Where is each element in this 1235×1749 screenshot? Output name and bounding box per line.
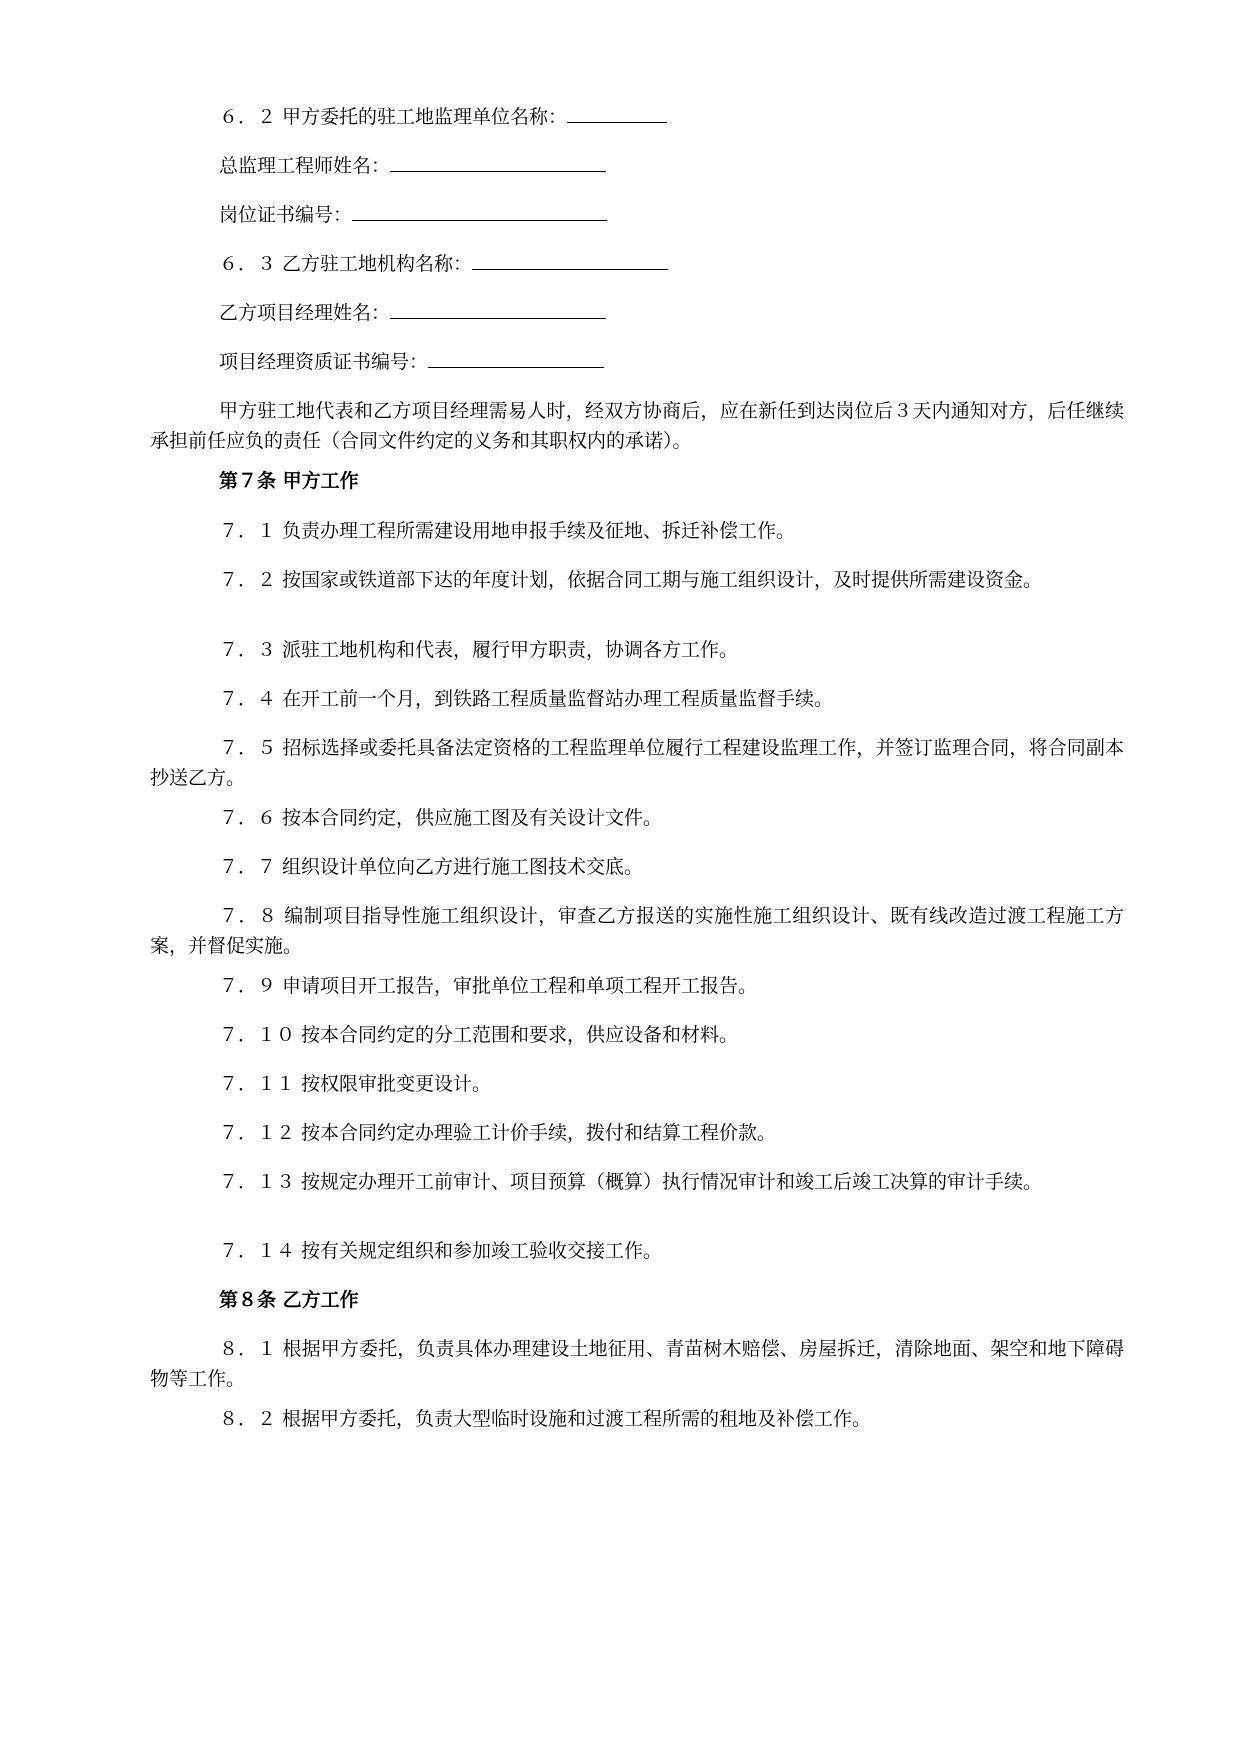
clause-7-6: ７．６ 按本合同约定，供应施工图及有关设计文件。 [219, 807, 663, 829]
clause-8-2: ８．２ 根据甲方委托，负责大型临时设施和过渡工程所需的租地及补偿工作。 [219, 1408, 872, 1430]
clause-7-1: ７．１ 负责办理工程所需建设用地申报手续及征地、拆迁补偿工作。 [219, 520, 796, 542]
clause-7-8: ７．８ 编制项目指导性施工组织设计，审查乙方报送的实施性施工组织设计、既有线改造过渡工程施工方案，并督促实施。 [150, 905, 1124, 957]
clause-7-2: ７．２ 按国家或铁道部下达的年度计划，依据合同工期与施工组织设计，及时提供所需建设资金。 [219, 569, 1043, 591]
pm-cert-label: 项目经理资质证书编号： [219, 351, 429, 373]
pm-name-line [219, 298, 1119, 328]
chief-engineer-label: 总监理工程师姓名： [219, 155, 391, 177]
replacement-paragraph: 甲方驻工地代表和乙方项目经理需易人时，经双方协商后，应在新任到达岗位后３天内通知对方，后任继续承担前任应负的责任（合同文件约定的义务和其职权内的承诺）。 [150, 400, 1124, 452]
supervisor-unit-blank [567, 104, 667, 123]
clause-7-11: ７．１１ 按权限审批变更设计。 [219, 1073, 492, 1095]
clause-7-13: ７．１３ 按规定办理开工前审计、项目预算（概算）执行情况审计和竣工后竣工决算的审计手续。 [219, 1171, 1043, 1193]
pm-cert-line [219, 347, 1119, 377]
clause-8-1: ８．１ 根据甲方委托，负责具体办理建设土地征用、青苗树木赔偿、房屋拆迁，清除地面、架空和地下障碍物等工作。 [150, 1338, 1124, 1390]
chief-engineer-blank [390, 153, 606, 172]
section-8-heading: 第８条 乙方工作 [219, 1289, 359, 1311]
clause-7-12: ７．１２ 按本合同约定办理验工计价手续，拨付和结算工程价款。 [219, 1122, 777, 1144]
pm-cert-blank [428, 349, 604, 368]
pm-name-blank [390, 300, 606, 319]
clause-6-3 [219, 249, 1119, 279]
clause-7-3: ７．３ 派驻工地机构和代表，履行甲方职责，协调各方工作。 [219, 639, 739, 661]
clause-7-9: ７．９ 申请项目开工报告，审批单位工程和单项工程开工报告。 [219, 975, 758, 997]
clause-7-14: ７．１４ 按有关规定组织和参加竣工验收交接工作。 [219, 1240, 663, 1262]
chief-engineer-line [219, 151, 1119, 181]
clause-7-4: ７．４ 在开工前一个月，到铁路工程质量监督站办理工程质量监督手续。 [219, 688, 834, 710]
clause-7-7: ７．７ 组织设计单位向乙方进行施工图技术交底。 [219, 856, 644, 878]
pm-name-label: 乙方项目经理姓名： [219, 302, 391, 324]
clause-7-5: ７．５ 招标选择或委托具备法定资格的工程监理单位履行工程建设监理工作，并签订监理合同，将合同副本抄送乙方。 [150, 737, 1124, 789]
clause-6-2-text: ６．２ 甲方委托的驻工地监理单位名称： [219, 106, 568, 128]
clause-7-10: ７．１０ 按本合同约定的分工范围和要求，供应设备和材料。 [219, 1024, 739, 1046]
cert-number-line [219, 200, 1119, 230]
clause-6-2 [219, 102, 1119, 132]
clause-6-3-text: ６．３ 乙方驻工地机构名称： [219, 253, 473, 275]
site-office-blank [472, 251, 668, 270]
cert-number-label: 岗位证书编号： [219, 204, 353, 226]
cert-number-blank [352, 202, 607, 221]
section-7-heading: 第７条 甲方工作 [219, 470, 359, 492]
